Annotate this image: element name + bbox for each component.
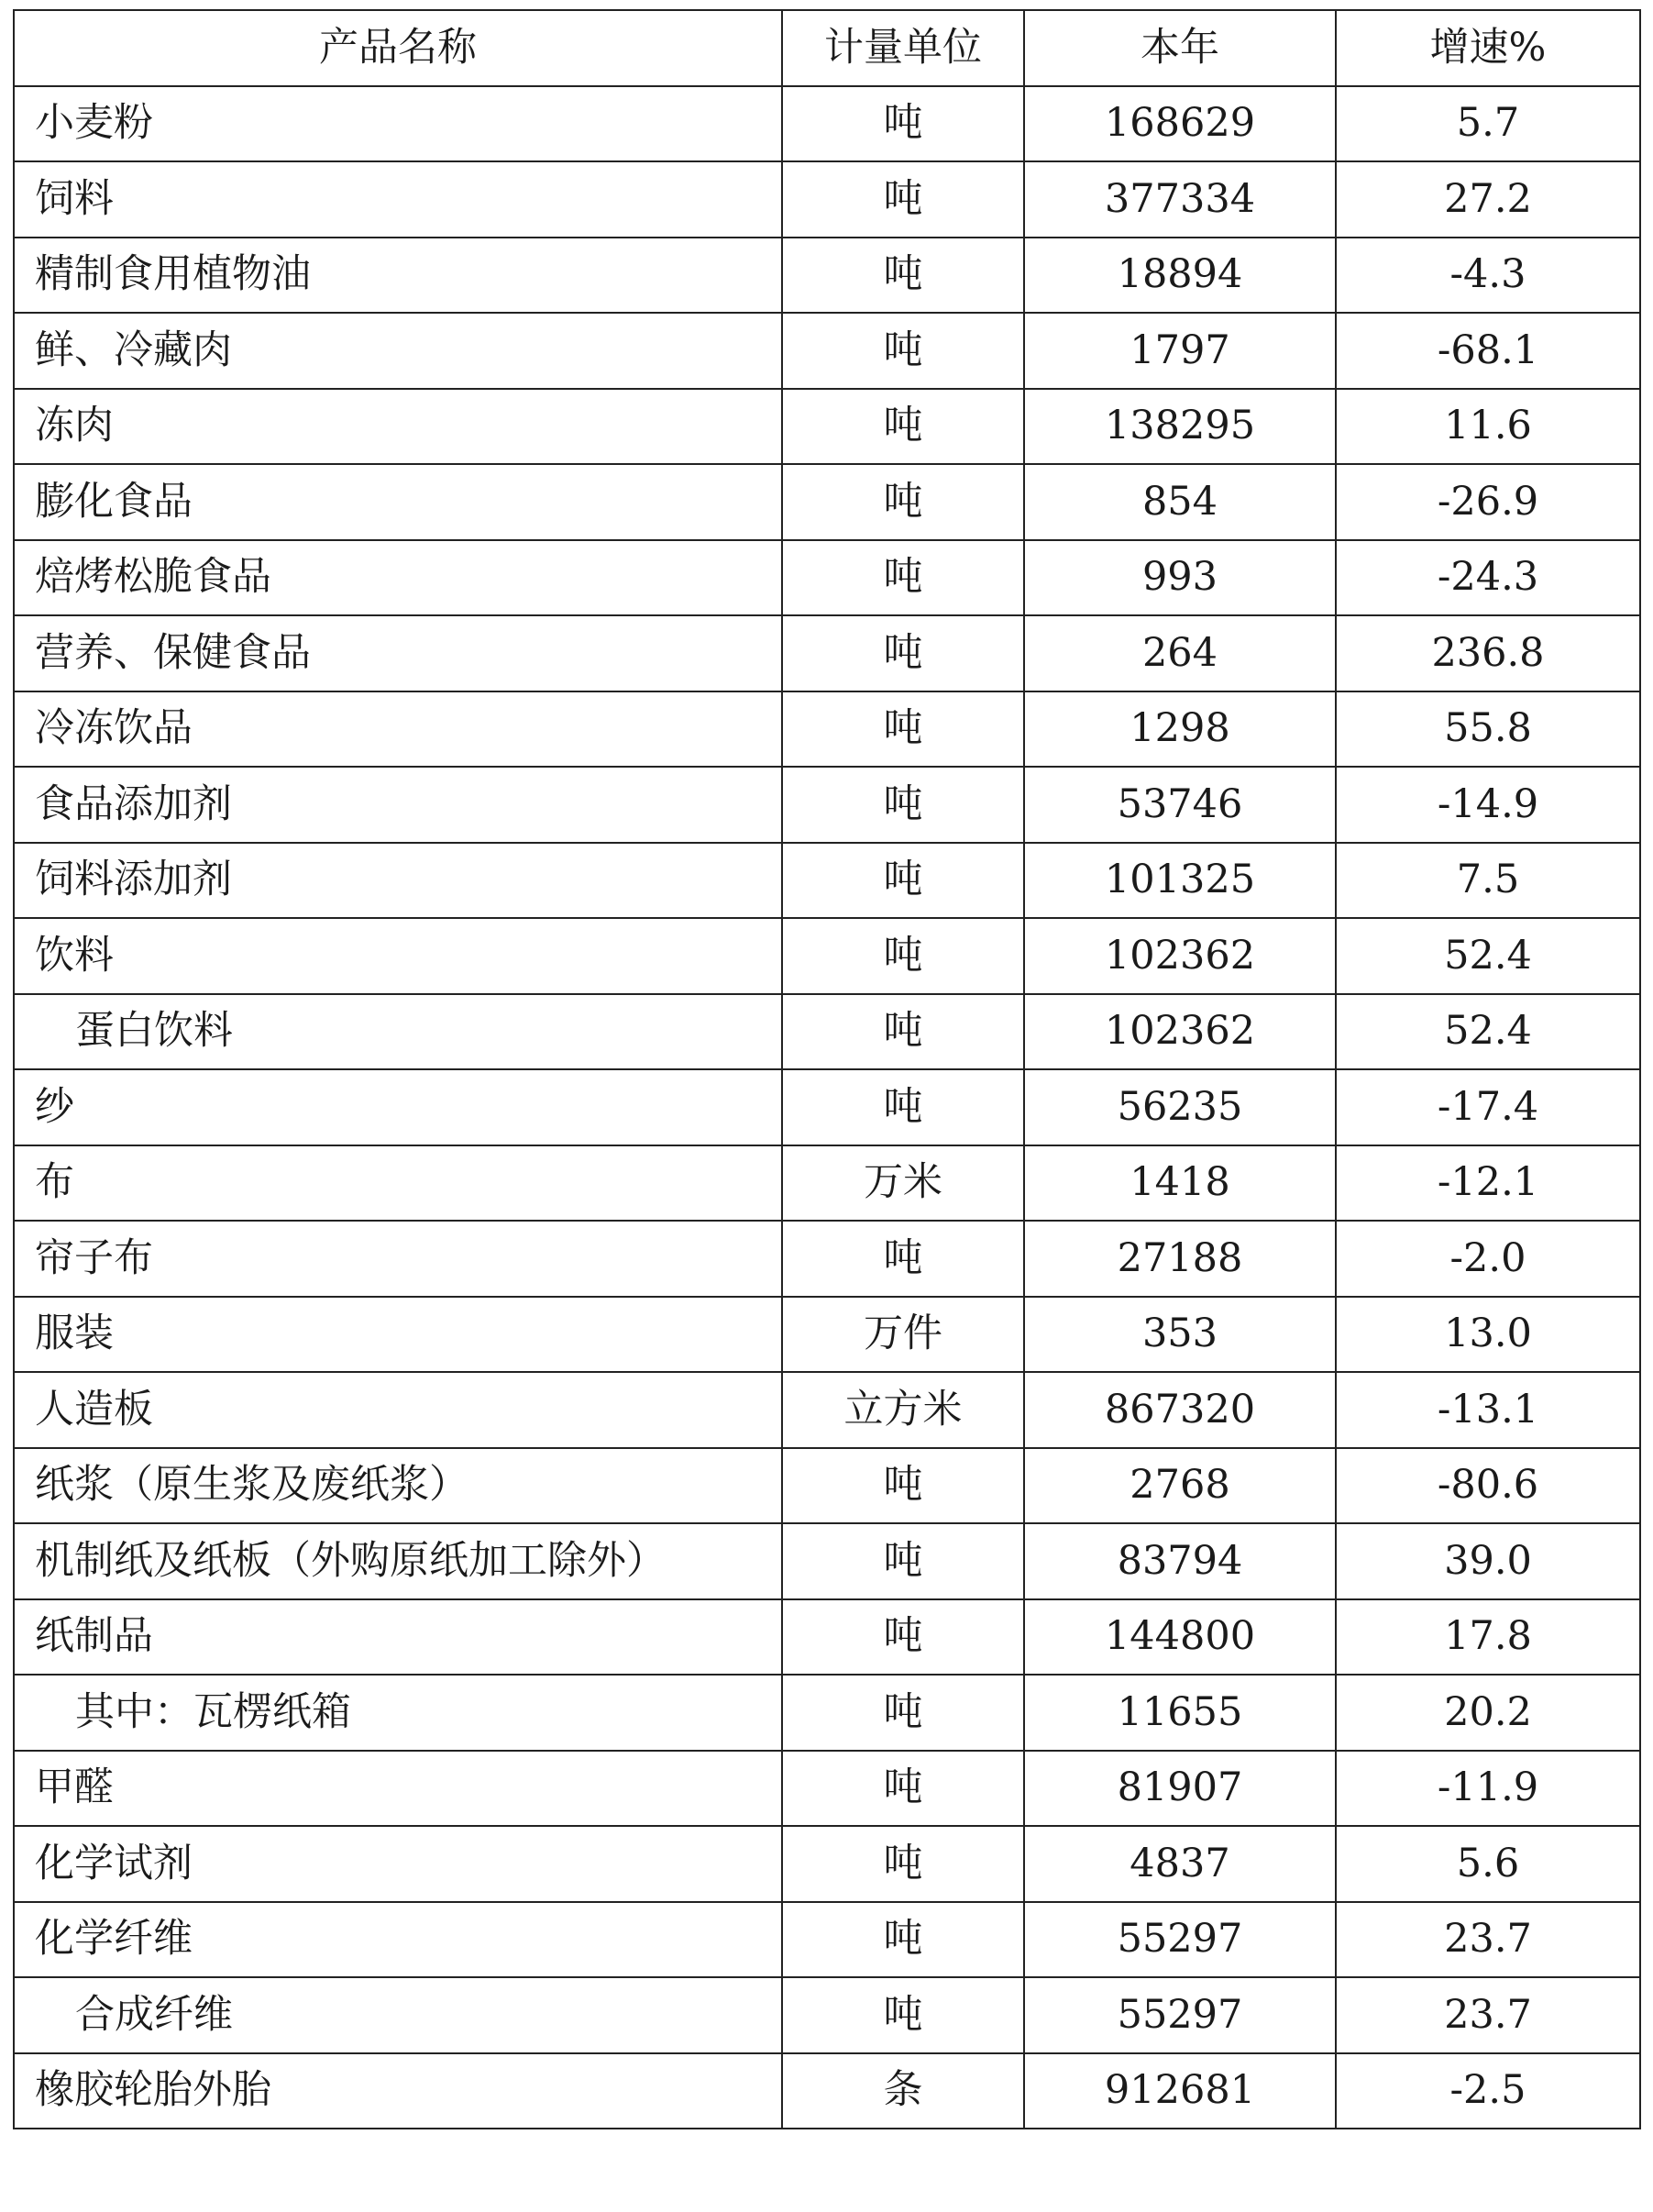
cell-growth-rate: -24.3 bbox=[1336, 540, 1640, 616]
cell-product-name: 营养、保健食品 bbox=[14, 615, 782, 691]
cell-unit: 万件 bbox=[782, 1297, 1024, 1373]
cell-product-name: 合成纤维 bbox=[14, 1977, 782, 2053]
cell-unit: 吨 bbox=[782, 1826, 1024, 1902]
cell-product-name: 精制食用植物油 bbox=[14, 238, 782, 314]
table-row bbox=[14, 464, 1640, 540]
cell-this-year: 101325 bbox=[1024, 843, 1336, 919]
cell-unit: 万米 bbox=[782, 1145, 1024, 1222]
cell-this-year: 264 bbox=[1024, 615, 1336, 691]
cell-unit: 吨 bbox=[782, 86, 1024, 162]
table-row bbox=[14, 1145, 1640, 1222]
cell-this-year: 144800 bbox=[1024, 1599, 1336, 1676]
cell-growth-rate: -13.1 bbox=[1336, 1372, 1640, 1448]
cell-growth-rate: 7.5 bbox=[1336, 843, 1640, 919]
cell-product-name: 纱 bbox=[14, 1069, 782, 1145]
cell-product-name: 冷冻饮品 bbox=[14, 691, 782, 768]
cell-growth-rate: -80.6 bbox=[1336, 1448, 1640, 1524]
cell-product-name: 冻肉 bbox=[14, 389, 782, 465]
cell-growth-rate: 5.6 bbox=[1336, 1826, 1640, 1902]
table-row bbox=[14, 2053, 1640, 2129]
cell-this-year: 1797 bbox=[1024, 313, 1336, 389]
cell-this-year: 2768 bbox=[1024, 1448, 1336, 1524]
cell-product-name: 其中：瓦楞纸箱 bbox=[14, 1675, 782, 1751]
cell-unit: 立方米 bbox=[782, 1372, 1024, 1448]
cell-unit: 条 bbox=[782, 2053, 1024, 2129]
cell-this-year: 353 bbox=[1024, 1297, 1336, 1373]
table-row bbox=[14, 238, 1640, 314]
table-row bbox=[14, 161, 1640, 238]
cell-product-name: 人造板 bbox=[14, 1372, 782, 1448]
cell-product-name: 饲料 bbox=[14, 161, 782, 238]
cell-unit: 吨 bbox=[782, 313, 1024, 389]
cell-unit: 吨 bbox=[782, 1069, 1024, 1145]
cell-growth-rate: -2.0 bbox=[1336, 1221, 1640, 1297]
cell-this-year: 53746 bbox=[1024, 767, 1336, 843]
table-header bbox=[14, 10, 1640, 86]
cell-unit: 吨 bbox=[782, 1448, 1024, 1524]
table-row bbox=[14, 1751, 1640, 1827]
cell-unit: 吨 bbox=[782, 161, 1024, 238]
cell-this-year: 1298 bbox=[1024, 691, 1336, 768]
cell-growth-rate: 55.8 bbox=[1336, 691, 1640, 768]
table-row bbox=[14, 767, 1640, 843]
table-row bbox=[14, 313, 1640, 389]
table-row bbox=[14, 1902, 1640, 1978]
cell-growth-rate: 17.8 bbox=[1336, 1599, 1640, 1676]
cell-product-name: 纸浆（原生浆及废纸浆） bbox=[14, 1448, 782, 1524]
cell-growth-rate: -68.1 bbox=[1336, 313, 1640, 389]
cell-unit: 吨 bbox=[782, 767, 1024, 843]
cell-unit: 吨 bbox=[782, 1675, 1024, 1751]
table-row bbox=[14, 1448, 1640, 1524]
cell-growth-rate: 39.0 bbox=[1336, 1523, 1640, 1599]
cell-unit: 吨 bbox=[782, 389, 1024, 465]
cell-unit: 吨 bbox=[782, 994, 1024, 1070]
table-row bbox=[14, 615, 1640, 691]
cell-product-name: 布 bbox=[14, 1145, 782, 1222]
cell-this-year: 55297 bbox=[1024, 1977, 1336, 2053]
cell-growth-rate: -14.9 bbox=[1336, 767, 1640, 843]
cell-unit: 吨 bbox=[782, 238, 1024, 314]
cell-unit: 吨 bbox=[782, 615, 1024, 691]
cell-product-name: 焙烤松脆食品 bbox=[14, 540, 782, 616]
cell-this-year: 11655 bbox=[1024, 1675, 1336, 1751]
cell-product-name: 食品添加剂 bbox=[14, 767, 782, 843]
table-row bbox=[14, 86, 1640, 162]
cell-product-name: 膨化食品 bbox=[14, 464, 782, 540]
cell-this-year: 168629 bbox=[1024, 86, 1336, 162]
table-row bbox=[14, 389, 1640, 465]
product-output-table-container bbox=[13, 9, 1639, 2129]
cell-this-year: 102362 bbox=[1024, 994, 1336, 1070]
cell-product-name: 帘子布 bbox=[14, 1221, 782, 1297]
cell-this-year: 56235 bbox=[1024, 1069, 1336, 1145]
cell-unit: 吨 bbox=[782, 540, 1024, 616]
cell-growth-rate: 23.7 bbox=[1336, 1977, 1640, 2053]
cell-unit: 吨 bbox=[782, 1902, 1024, 1978]
table-row bbox=[14, 843, 1640, 919]
header-this-year: 本年 bbox=[1024, 10, 1336, 86]
table-row bbox=[14, 1826, 1640, 1902]
table-row bbox=[14, 1675, 1640, 1751]
table-row bbox=[14, 994, 1640, 1070]
table-row bbox=[14, 691, 1640, 768]
cell-product-name: 饮料 bbox=[14, 918, 782, 994]
cell-product-name: 橡胶轮胎外胎 bbox=[14, 2053, 782, 2129]
table-row bbox=[14, 1372, 1640, 1448]
cell-this-year: 102362 bbox=[1024, 918, 1336, 994]
table-body bbox=[14, 86, 1640, 2129]
cell-this-year: 55297 bbox=[1024, 1902, 1336, 1978]
cell-growth-rate: 20.2 bbox=[1336, 1675, 1640, 1751]
cell-growth-rate: 52.4 bbox=[1336, 918, 1640, 994]
cell-product-name: 甲醛 bbox=[14, 1751, 782, 1827]
cell-this-year: 27188 bbox=[1024, 1221, 1336, 1297]
cell-this-year: 81907 bbox=[1024, 1751, 1336, 1827]
cell-growth-rate: 11.6 bbox=[1336, 389, 1640, 465]
cell-unit: 吨 bbox=[782, 1751, 1024, 1827]
cell-growth-rate: -26.9 bbox=[1336, 464, 1640, 540]
cell-unit: 吨 bbox=[782, 464, 1024, 540]
cell-product-name: 化学试剂 bbox=[14, 1826, 782, 1902]
header-growth-rate: 增速% bbox=[1336, 10, 1640, 86]
cell-growth-rate: 27.2 bbox=[1336, 161, 1640, 238]
cell-growth-rate: -17.4 bbox=[1336, 1069, 1640, 1145]
header-unit: 计量单位 bbox=[782, 10, 1024, 86]
cell-growth-rate: -12.1 bbox=[1336, 1145, 1640, 1222]
cell-unit: 吨 bbox=[782, 691, 1024, 768]
cell-unit: 吨 bbox=[782, 843, 1024, 919]
table-row bbox=[14, 1069, 1640, 1145]
table-row bbox=[14, 540, 1640, 616]
table-row bbox=[14, 1523, 1640, 1599]
cell-product-name: 蛋白饮料 bbox=[14, 994, 782, 1070]
cell-this-year: 867320 bbox=[1024, 1372, 1336, 1448]
cell-product-name: 小麦粉 bbox=[14, 86, 782, 162]
cell-growth-rate: 236.8 bbox=[1336, 615, 1640, 691]
cell-growth-rate: 5.7 bbox=[1336, 86, 1640, 162]
table-row bbox=[14, 918, 1640, 994]
cell-this-year: 377334 bbox=[1024, 161, 1336, 238]
cell-growth-rate: 52.4 bbox=[1336, 994, 1640, 1070]
cell-unit: 吨 bbox=[782, 1977, 1024, 2053]
table-row bbox=[14, 1221, 1640, 1297]
cell-growth-rate: -11.9 bbox=[1336, 1751, 1640, 1827]
cell-product-name: 鲜、冷藏肉 bbox=[14, 313, 782, 389]
cell-unit: 吨 bbox=[782, 918, 1024, 994]
cell-this-year: 1418 bbox=[1024, 1145, 1336, 1222]
cell-this-year: 912681 bbox=[1024, 2053, 1336, 2129]
cell-this-year: 18894 bbox=[1024, 238, 1336, 314]
cell-product-name: 化学纤维 bbox=[14, 1902, 782, 1978]
cell-growth-rate: 13.0 bbox=[1336, 1297, 1640, 1373]
cell-unit: 吨 bbox=[782, 1523, 1024, 1599]
cell-product-name: 服装 bbox=[14, 1297, 782, 1373]
cell-growth-rate: 23.7 bbox=[1336, 1902, 1640, 1978]
product-output-table bbox=[13, 9, 1641, 2129]
cell-product-name: 纸制品 bbox=[14, 1599, 782, 1676]
cell-this-year: 138295 bbox=[1024, 389, 1336, 465]
table-row bbox=[14, 1977, 1640, 2053]
cell-product-name: 饲料添加剂 bbox=[14, 843, 782, 919]
table-row bbox=[14, 1599, 1640, 1676]
table-row bbox=[14, 1297, 1640, 1373]
cell-this-year: 993 bbox=[1024, 540, 1336, 616]
cell-this-year: 4837 bbox=[1024, 1826, 1336, 1902]
cell-unit: 吨 bbox=[782, 1599, 1024, 1676]
cell-this-year: 83794 bbox=[1024, 1523, 1336, 1599]
cell-product-name: 机制纸及纸板（外购原纸加工除外） bbox=[14, 1523, 782, 1599]
header-row bbox=[14, 10, 1640, 86]
cell-growth-rate: -2.5 bbox=[1336, 2053, 1640, 2129]
header-product-name: 产品名称 bbox=[14, 10, 782, 86]
cell-unit: 吨 bbox=[782, 1221, 1024, 1297]
cell-growth-rate: -4.3 bbox=[1336, 238, 1640, 314]
cell-this-year: 854 bbox=[1024, 464, 1336, 540]
